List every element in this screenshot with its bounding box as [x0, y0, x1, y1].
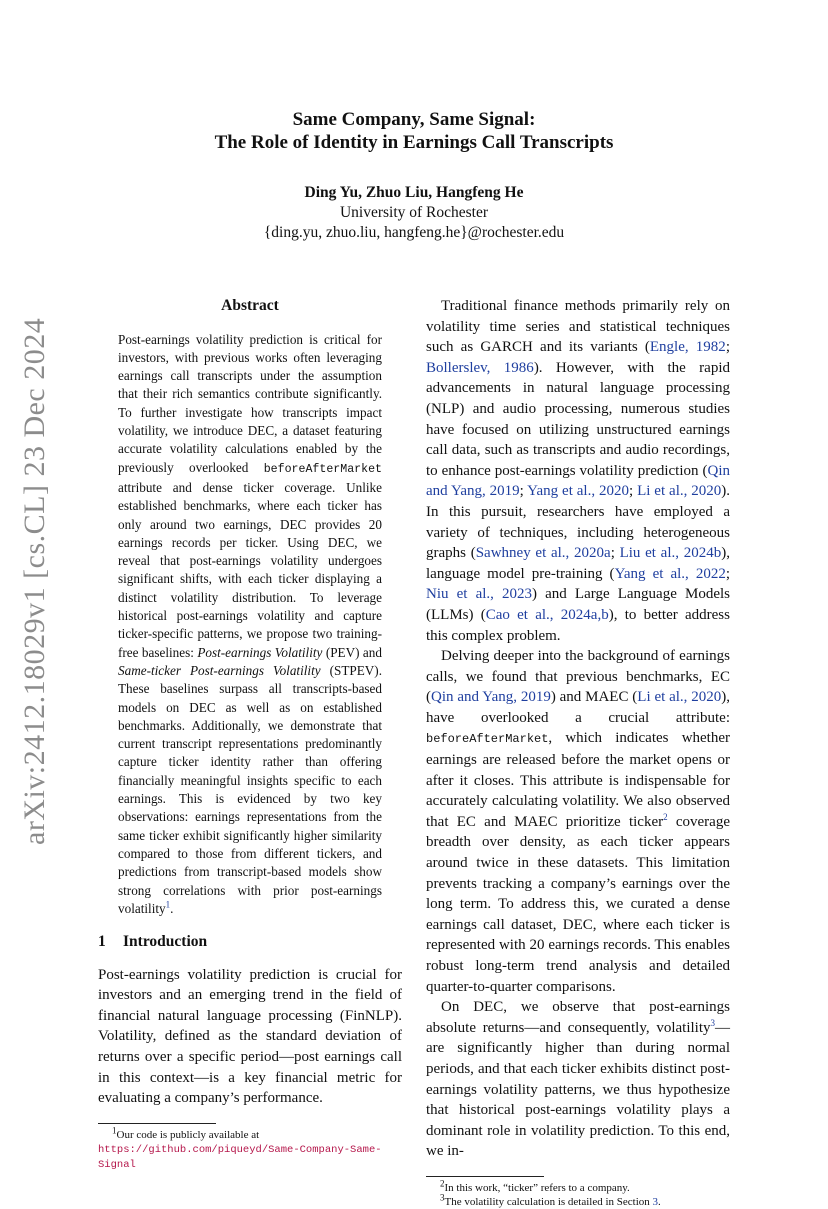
section-title: Introduction	[123, 933, 208, 951]
footnote-ref-2[interactable]: 2	[663, 811, 668, 822]
section-reference-link[interactable]: 3	[652, 1195, 659, 1208]
abstract-text: (PEV) and	[322, 644, 382, 660]
citation-link[interactable]: Yang et al., 2020	[527, 483, 629, 500]
citation-link[interactable]: Niu et al., 2023	[426, 586, 533, 603]
abstract-text: (STPEV). These baselines surpass all transcripts-based models on DEC as well as on established benchmarks. Additionally, we demonstrate that current transcript representations predominantly capture ticker identity rather than offering financially meaningful insights specific to each earnings. This is evidenced by two key observations: earnings representations from the same ticker exhibit significantly higher similarity compared to those from different tickers, and predictions from transcript-based models show strong correlations with prior post-earnings volatility	[118, 662, 382, 916]
citation-link[interactable]: Li et al., 2020	[637, 483, 722, 500]
abstract-text: Post-earnings volatility prediction is critical for investors, with previous works often leveraging earnings call transcripts under the assumption that their rich semantics contribute significantly. To further investigate how transcripts impact volatility, we introduce DEC, a dataset featuring accurate volatility calculations enabled by the previously overlooked	[118, 331, 382, 475]
footnote-divider	[98, 1123, 216, 1124]
citation-link[interactable]: Li et al., 2020	[637, 689, 722, 706]
affiliation: University of Rochester	[339, 204, 489, 221]
footnote-mark: 1	[112, 1125, 117, 1136]
title-line-2: The Role of Identity in Earnings Call Transcripts	[214, 132, 614, 153]
paper-title	[0, 108, 828, 154]
paragraph-benchmarks: Delving deeper into the background of earnings calls, we found that previous benchmarks, EC (Qin and Yang, 2019) and MAEC (Li et al., 2020), have overlooked a crucial attribute: beforeAfterMarket, which indicates whether earnings are released before the market opens or after it closes. This attribute is indispensable for accurately calculating volatility. We also observed that EC and MAEC prioritize ticker$^2$ coverage breadth over density, as each ticker appears around twice in these datasets. This limitation prevents tracking a company’s earnings over the long term. To address this, we curated a dense earnings call dataset, DEC, where each ticker is represented with 20 earnings records. This enables robust long-term trend analysis and detailed quarter-to-quarter comparisons.	[426, 648, 731, 995]
footnote-ref-1[interactable]: 1	[165, 899, 171, 910]
right-column	[426, 296, 730, 1209]
citation-link[interactable]: Bollerslev, 1986	[426, 359, 534, 376]
left-column	[98, 296, 402, 1172]
footnote-2: $^2$In this work, “ticker” refers to a company.	[440, 1178, 630, 1194]
author-names: Ding Yu, Zhuo Liu, Hangfeng He	[304, 184, 524, 201]
title-line-1: Same Company, Same Signal:	[292, 109, 536, 130]
citation-link[interactable]: Yang et al., 2022	[614, 565, 726, 582]
intro-paragraph: Post-earnings volatility prediction is crucial for investors and an emerging trend in the field of financial natural language processing (FinNLP). Volatility, defined as the standard deviation of returns over a specific period—post earnings call in this context—is a key financial metric for evaluating a company’s performance.	[98, 966, 402, 1107]
code-repository-link[interactable]: https://github.com/piqueyd/Same-Company-Same-Signal	[98, 1143, 382, 1171]
author-emails: {ding.yu, zhuo.liu, hangfeng.he}@rochester.edu	[263, 224, 565, 241]
section-number: 1	[98, 933, 106, 951]
pev-term: Post-earnings Volatility	[197, 644, 323, 660]
code-attribute: beforeAfterMarket	[426, 732, 549, 747]
footnote-1	[98, 1125, 402, 1172]
paragraph-traditional-methods: Traditional finance methods primarily rely on volatility time series and statistical techniques such as GARCH and its variants (Engle, 1982; Bollerslev, 1986). However, with the rapid advancements in natural language processing (NLP) and audio processing, numerous studies have focused on utilizing unstructured earnings call data, such as transcripts and audio recordings, to enhance post-earnings volatility prediction (Qin and Yang, 2019; Yang et al., 2020; Li et al., 2020). In this pursuit, researchers have employed a variety of techniques, including heterogeneous graphs (Sawhney et al., 2020a; Liu et al., 2024b), language model pre-training (Yang et al., 2022; Niu et al., 2023) and Large Language Models (LLMs) (Cao et al., 2024a,b), to better address this complex problem.	[426, 298, 731, 644]
author-block	[0, 183, 828, 243]
citation-link[interactable]: Engle, 1982	[649, 339, 726, 356]
citation-link[interactable]: Cao et al., 2024a,b	[485, 606, 609, 623]
code-attribute: beforeAfterMarket	[263, 462, 382, 476]
abstract-text: .	[170, 900, 174, 916]
footnote-ref-3[interactable]: 3	[710, 1017, 715, 1028]
citation-link[interactable]: Qin and Yang, 2019	[426, 462, 730, 500]
citation-link[interactable]: Liu et al., 2024b	[619, 545, 722, 562]
footnote-text: Our code is publicly available at	[116, 1128, 260, 1141]
stpev-term: Same-ticker Post-earnings Volatility	[118, 662, 321, 678]
citation-link[interactable]: Sawhney et al., 2020a	[475, 545, 611, 562]
footnote-divider	[426, 1176, 544, 1177]
abstract-body	[118, 331, 382, 919]
abstract-text: attribute and dense ticker coverage. Unlike established benchmarks, where each ticker has only around two earnings, DEC provides 20 earnings records per ticker. Using DEC, we reveal that post-earnings volatility undergoes significant shifts, with each ticker displaying a distinct volatility distribution. To leverage historical post-earnings volatility and capture ticker-specific patterns, we propose two training-free baselines:	[118, 479, 382, 660]
paragraph-dec-observation: On DEC, we observe that post-earnings absolute returns—and consequently, volatility$^3$—are significantly higher than during normal periods, and that each ticker exhibits distinct post-earnings volatility patterns, we thus hypothesize that historical post-earnings volatility plays a dominant role in volatility prediction. To this end, we in-	[426, 999, 730, 1160]
section-heading-introduction	[98, 932, 402, 953]
footnote-3: $^3$The volatility calculation is detailed in Section 3.	[440, 1192, 661, 1208]
arxiv-identifier: arXiv:2412.18029v1 [cs.CL] 23 Dec 2024	[18, 317, 51, 845]
abstract-heading: Abstract	[221, 297, 279, 314]
citation-link[interactable]: Qin and Yang, 2019	[431, 689, 551, 706]
